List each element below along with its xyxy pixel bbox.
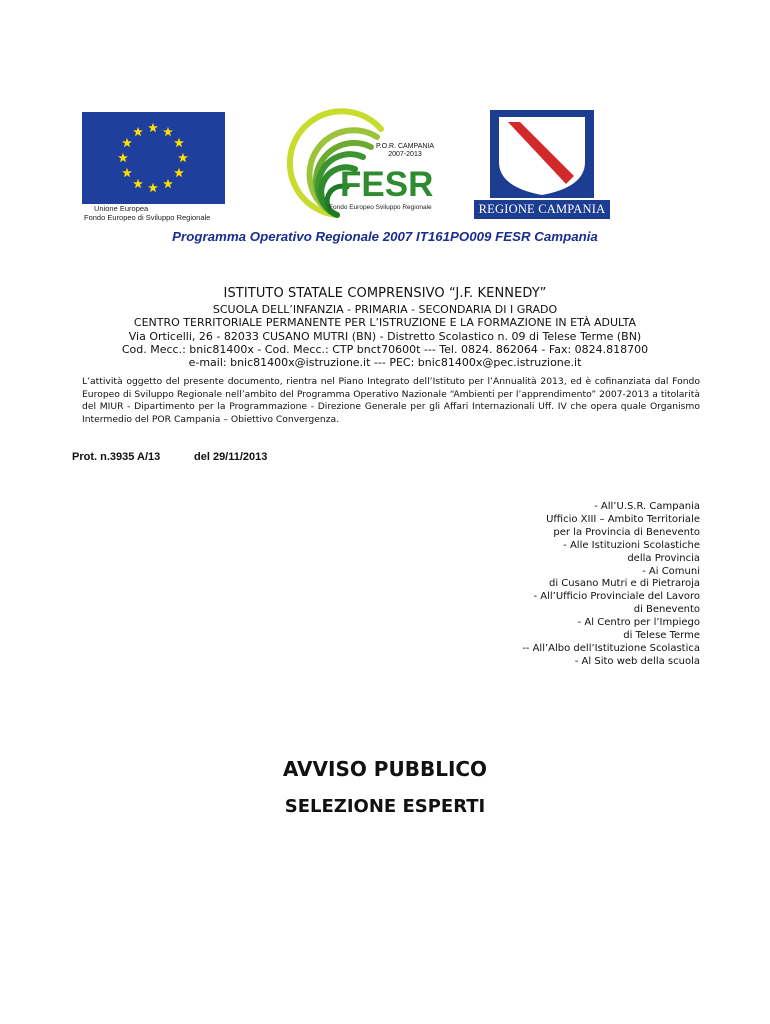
school-address: Via Orticelli, 26 - 82033 CUSANO MUTRI (BN) - Distretto Scolastico n. 09 di Telese Terme (BN)	[128, 330, 642, 343]
eu-star-icon	[148, 123, 158, 132]
fesr-logo	[257, 107, 437, 219]
recipient-line: - All’Ufficio Provinciale del Lavoro	[533, 591, 700, 603]
eu-star-icon	[174, 138, 184, 147]
recipient-line: di Telese Terme	[623, 630, 700, 642]
regione-campania-logo	[474, 110, 610, 220]
recipient-line: per la Provincia di Benevento	[553, 526, 700, 538]
recipient-line: - Al Sito web della scuola	[574, 655, 700, 667]
fesr-por-label	[375, 143, 435, 159]
recipient-line: di Cusano Mutri e di Pietraroja	[548, 578, 700, 590]
eu-logo	[82, 112, 226, 224]
school-info-line: CENTRO TERRITORIALE PERMANENTE PER L’ISTRUZIONE E LA FORMAZIONE IN ETÀ ADULTA	[133, 316, 637, 329]
eu-star-icon	[174, 168, 184, 177]
funding-notice: L’attività oggetto del presente documento, rientra nel Piano Integrato dell’Istituto per l’Annualità 2013, ed è cofinanziata dal Fondo Europeo di Sviluppo Regionale nell’ambito del Programma Operativo Nazionale “Ambienti per l’apprendimento” 2007-2013 a titolarità del MIUR - Dipartimento per la Programmazione - Direzione Generale per gli Affari Internazionali Uff. IV che opera quale Organismo Intermedio del POR Campania – Obiettivo Convergenza.	[82, 376, 700, 425]
campania-crest-icon	[474, 110, 610, 200]
recipients-list	[340, 501, 700, 669]
fesr-por-line1: P.O.R. CAMPANIA	[375, 143, 435, 150]
protocol-date: del 29/11/2013	[194, 451, 268, 463]
school-codes: Cod. Mecc.: bnic81400x - Cod. Mecc.: CTP bnct70600t --- Tel. 0824. 862064 - Fax: 0824.818700	[121, 343, 649, 356]
school-name: ISTITUTO STATALE COMPRENSIVO “J.F. KENNEDY”	[223, 286, 547, 301]
eu-star-icon	[178, 153, 188, 162]
program-heading: Programma Operativo Regionale 2007 IT161PO009 FESR Campania	[172, 229, 598, 244]
eu-star-icon	[122, 138, 132, 147]
eu-stars-icon	[82, 112, 225, 204]
fesr-wordmark: FESR	[340, 165, 434, 204]
eu-star-icon	[163, 179, 173, 188]
protocol-number: Prot. n.3935 A/13	[72, 451, 161, 463]
school-info-line: SCUOLA DELL’INFANZIA - PRIMARIA - SECONDARIA DI I GRADO	[212, 303, 558, 316]
recipient-line: - Al Centro per l’Impiego	[577, 617, 700, 629]
recipient-line: - Alle Istituzioni Scolastiche	[563, 539, 700, 551]
fesr-por-line2: 2007-2013	[388, 151, 422, 158]
recipient-line: di Benevento	[633, 604, 700, 616]
recipient-line: - Ai Comuni	[642, 565, 700, 577]
eu-star-icon	[133, 179, 143, 188]
regione-campania-label: REGIONE CAMPANIA	[474, 200, 610, 219]
recipient-line: - All’U.S.R. Campania	[594, 501, 700, 512]
eu-star-icon	[133, 127, 143, 136]
school-email: e-mail: bnic81400x@istruzione.it --- PEC: bnic81400x@pec.istruzione.it	[188, 356, 582, 369]
recipient-line: -- All’Albo dell’Istituzione Scolastica	[522, 642, 700, 654]
document-title: AVVISO PUBBLICO	[282, 757, 488, 781]
eu-flag-image	[82, 112, 225, 204]
eu-star-icon	[163, 127, 173, 136]
recipient-line: della Provincia	[627, 552, 700, 564]
eu-star-icon	[148, 183, 158, 192]
eu-caption-line2: Fondo Europeo di Sviluppo Regionale	[84, 213, 211, 222]
eu-caption	[84, 204, 234, 222]
fesr-subtitle: Fondo Europeo Sviluppo Regionale	[329, 204, 432, 211]
recipient-line: Ufficio XIII – Ambito Territoriale	[546, 513, 700, 525]
document-subtitle: SELEZIONE ESPERTI	[284, 796, 486, 817]
eu-caption-line1: Unione Europea	[94, 204, 149, 213]
eu-star-icon	[118, 153, 128, 162]
eu-star-icon	[122, 168, 132, 177]
